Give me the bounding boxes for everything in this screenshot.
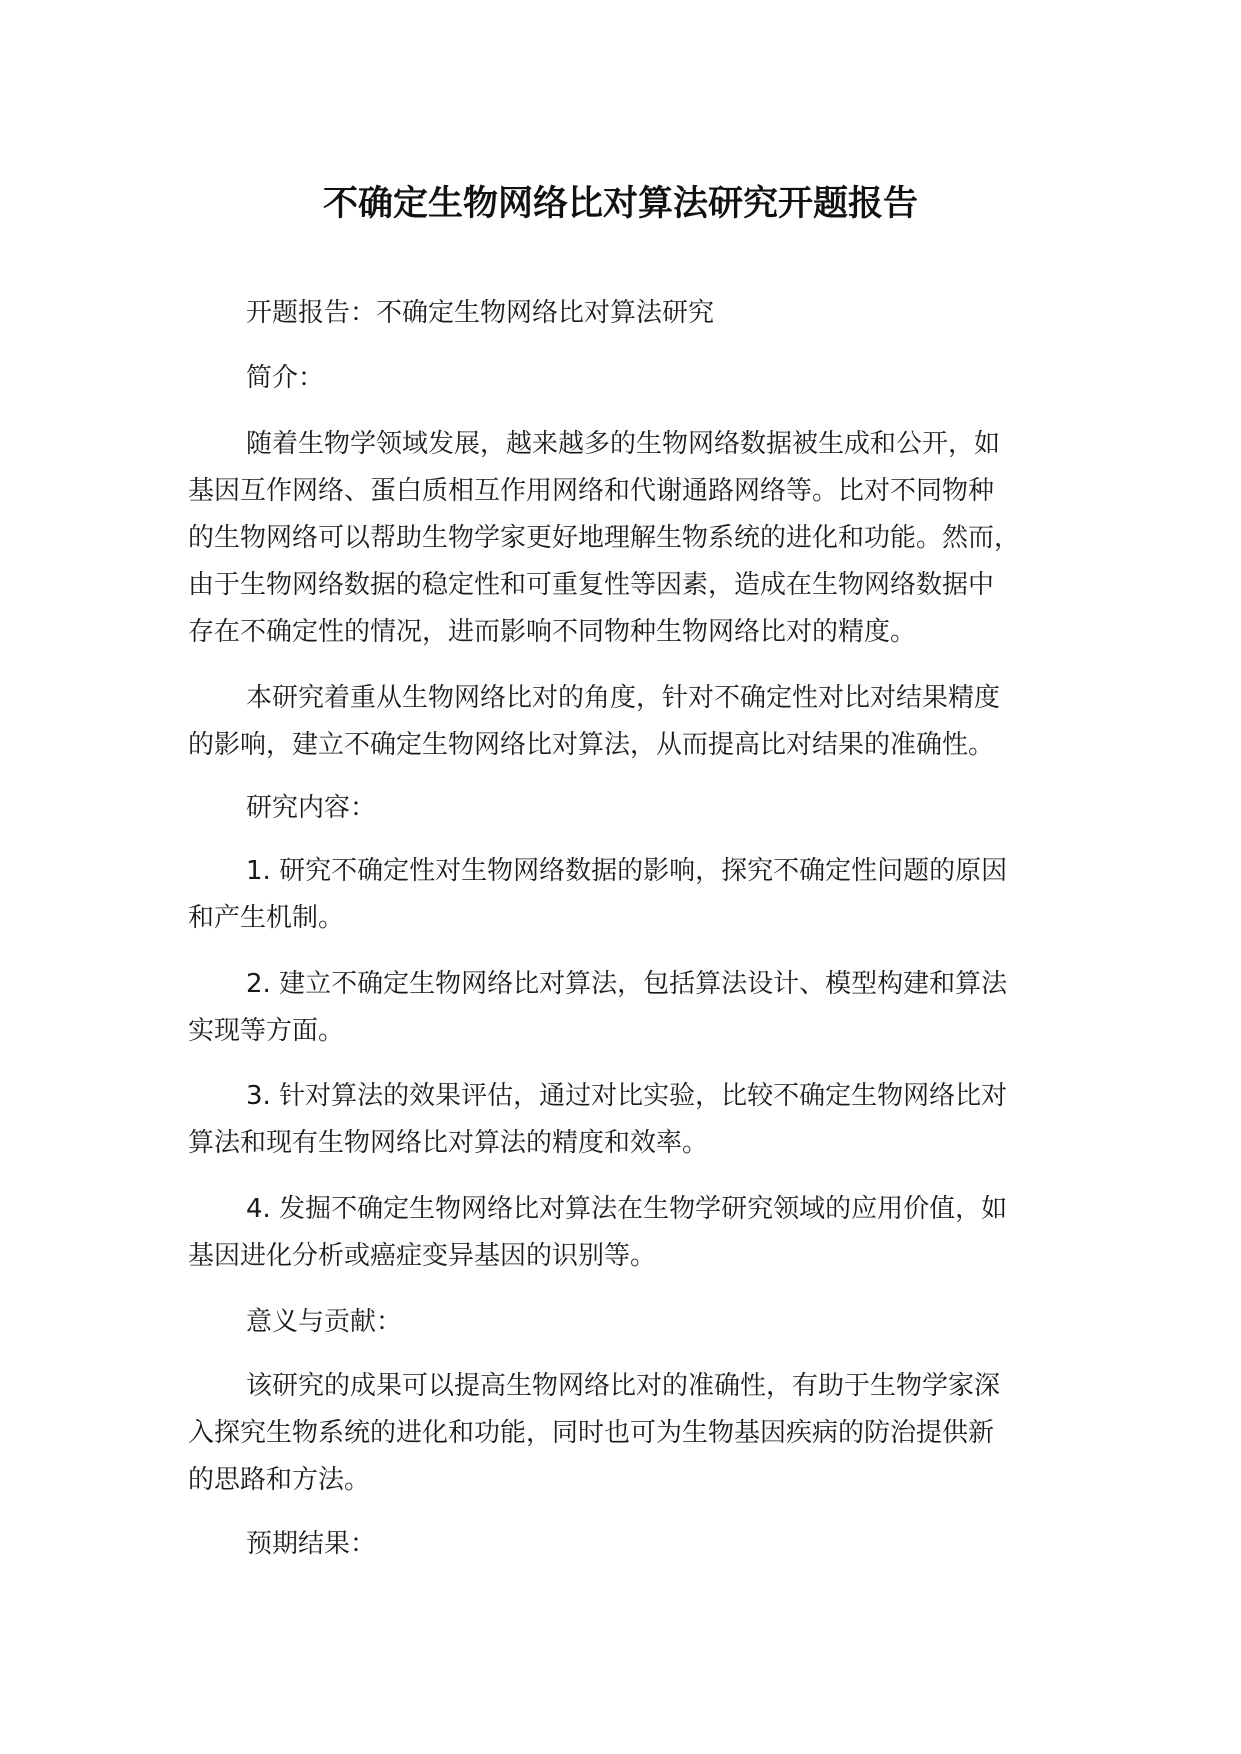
- paragraph-line: 2. 建立不确定生物网络比对算法，包括算法设计、模型构建和算法: [246, 969, 1008, 999]
- paragraph-line: 的生物网络可以帮助生物学家更好地理解生物系统的进化和功能。然而，: [188, 523, 1021, 553]
- content-item-3: [188, 1073, 1078, 1167]
- paragraph-line: 的影响，建立不确定生物网络比对算法，从而提高比对结果的准确性。: [188, 730, 995, 760]
- paragraph-line: 入探究生物系统的进化和功能，同时也可为生物基因疾病的防治提供新: [188, 1418, 995, 1448]
- paragraph-line: 和产生机制。: [188, 903, 345, 933]
- paragraph-line: 存在不确定性的情况，进而影响不同物种生物网络比对的精度。: [188, 617, 917, 647]
- intro-paragraph: [188, 421, 1078, 656]
- paragraph-line: 开题报告：不确定生物网络比对算法研究: [246, 298, 715, 328]
- paragraph-line: 1. 研究不确定性对生物网络数据的影响，探究不确定性问题的原因: [246, 856, 1008, 886]
- section-heading-expected-results: [188, 1521, 1078, 1568]
- content-item-2: [188, 961, 1078, 1055]
- significance-paragraph: [188, 1363, 1078, 1504]
- paragraph-line: 研究内容：: [246, 793, 377, 823]
- paragraph-line: 3. 针对算法的效果评估，通过对比实验，比较不确定生物网络比对: [246, 1081, 1008, 1111]
- paragraph-line: 随着生物学领域发展，越来越多的生物网络数据被生成和公开，如: [246, 429, 1001, 459]
- document-body: [188, 290, 1078, 1586]
- paragraph-line: 实现等方面。: [188, 1016, 345, 1046]
- paragraph-line: 意义与贡献：: [246, 1307, 403, 1337]
- paragraph-line: 该研究的成果可以提高生物网络比对的准确性，有助于生物学家深: [246, 1371, 1001, 1401]
- section-heading-intro: [188, 355, 1078, 402]
- paragraph-line: 基因互作网络、蛋白质相互作用网络和代谢通路网络等。比对不同物种: [188, 476, 995, 506]
- paragraph-line: 简介：: [246, 363, 325, 393]
- paragraph-line: 的思路和方法。: [188, 1465, 371, 1495]
- paragraph-line: 基因进化分析或癌症变异基因的识别等。: [188, 1241, 657, 1271]
- subtitle-paragraph: [188, 290, 1078, 337]
- content-item-4: [188, 1186, 1078, 1280]
- paragraph-line: 本研究着重从生物网络比对的角度，针对不确定性对比对结果精度: [246, 683, 1001, 713]
- section-heading-significance: [188, 1299, 1078, 1346]
- content-item-1: [188, 848, 1078, 942]
- paragraph-line: 预期结果：: [246, 1529, 377, 1559]
- paragraph-line: 算法和现有生物网络比对算法的精度和效率。: [188, 1128, 709, 1158]
- paragraph-line: 由于生物网络数据的稳定性和可重复性等因素，造成在生物网络数据中: [188, 570, 995, 600]
- focus-paragraph: [188, 675, 1078, 769]
- document-title: 不确定生物网络比对算法研究开题报告: [322, 184, 918, 224]
- section-heading-content: [188, 785, 1078, 832]
- paragraph-line: 4. 发掘不确定生物网络比对算法在生物学研究领域的应用价值，如: [246, 1194, 1008, 1224]
